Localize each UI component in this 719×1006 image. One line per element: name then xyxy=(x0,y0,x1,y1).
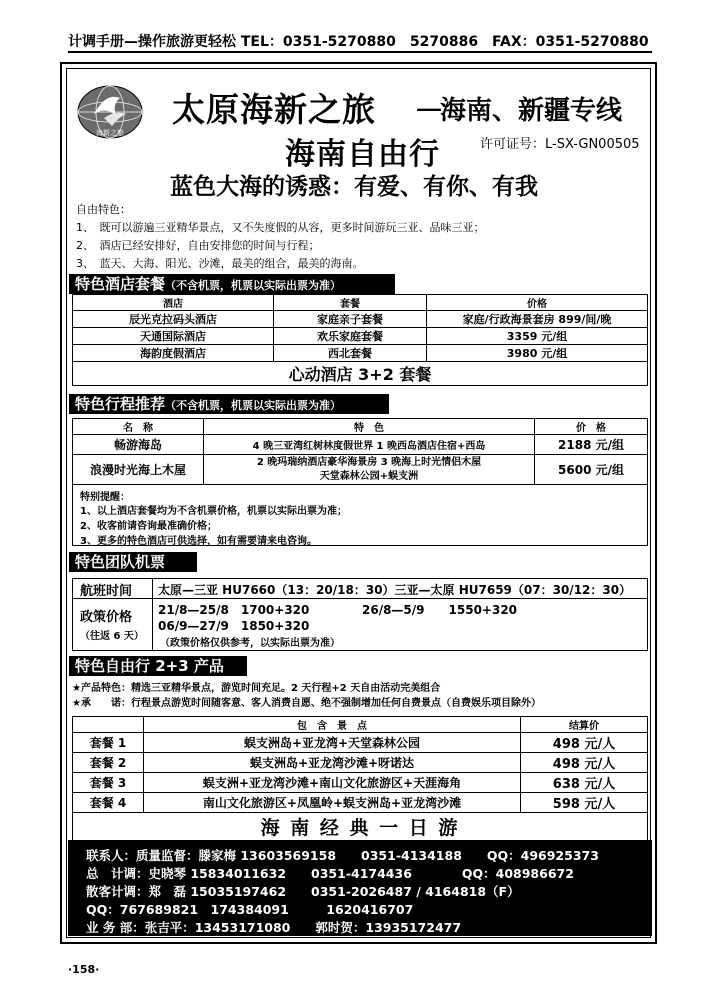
hotel-header-price: 价格 xyxy=(427,295,648,311)
brand-dash: － xyxy=(414,94,444,129)
itinerary-feature-line2: 天堂森林公园+蜈支洲 xyxy=(319,470,419,482)
page-number: ·158· xyxy=(68,963,100,976)
policy-price-label: 政策价格 xyxy=(80,610,133,625)
package-price: 598 元/人 xyxy=(521,793,648,813)
package-header-spots: 包 含 景 点 xyxy=(144,717,521,733)
hotel-section-note: （不含机票，机票以实际出票为准） xyxy=(165,279,342,292)
package-header-blank xyxy=(73,717,144,733)
itinerary-section-title: 特色行程推荐 xyxy=(75,395,166,413)
flight-section-bar xyxy=(69,552,197,572)
table-row xyxy=(73,311,648,328)
note-item: 1、以上酒店套餐均为不含机票价格，机票以实际出票为准； xyxy=(80,506,347,517)
package-price: 498 元/人 xyxy=(521,733,648,753)
hotel-header-package: 套餐 xyxy=(274,295,427,311)
package-spots: 蜈支洲+亚龙湾沙滩+南山文化旅游区+天涯海角 xyxy=(144,773,521,793)
itinerary-table xyxy=(72,418,648,485)
contact-line-chief: 总 计调：史晓琴 15834011632 0351-4174436 QQ：408986672 xyxy=(86,866,574,881)
contact-line-qq: QQ：767689821 174384091 1620416707 xyxy=(86,902,414,917)
contact-line-retail: 散客计调：郑 磊 15035197462 0351-2026487 / 4164818（F） xyxy=(86,884,520,899)
slogan: 蓝色大海的诱惑：有爱、有你、有我 xyxy=(170,174,538,200)
hotel-cell: 3980 元/组 xyxy=(427,345,648,362)
table-row xyxy=(73,345,648,362)
policy-price-sublabel: （往返 6 天） xyxy=(80,631,144,642)
package-header-price: 结算价 xyxy=(521,717,648,733)
package-name: 套餐 1 xyxy=(73,733,144,753)
package-spots: 蜈支洲岛+亚龙湾+天堂森林公园 xyxy=(144,733,521,753)
note-item: 3、更多的特色酒店可供选择，如有需要请来电咨询。 xyxy=(80,536,317,547)
package-spots: 蜈支洲岛+亚龙湾沙滩+呀诺达 xyxy=(144,753,521,773)
itinerary-price: 5600 元/组 xyxy=(535,455,648,485)
flight-section-title: 特色团队机票 xyxy=(75,553,166,571)
itinerary-price: 2188 元/组 xyxy=(535,435,648,455)
feature-item-3: 3、 蓝天、大海、阳光、沙滩，最美的组合，最美的海南。 xyxy=(76,257,364,270)
policy-price-note: （政策价格仅供参考，以实际出票为准） xyxy=(160,638,340,649)
package-name: 套餐 2 xyxy=(73,753,144,773)
hotel-footer: 心动酒店 3+2 套餐 xyxy=(73,362,648,386)
license-number: 许可证号：L-SX-GN00505 xyxy=(480,137,640,152)
hotel-cell: 天通国际酒店 xyxy=(73,328,274,345)
itinerary-name: 浪漫时光海上木屋 xyxy=(73,455,204,485)
itinerary-header-feature: 特 色 xyxy=(204,419,535,435)
itinerary-section-bar xyxy=(69,394,389,414)
table-row xyxy=(73,435,648,455)
hotel-table xyxy=(72,294,648,386)
brand-name: 太原海新之旅 xyxy=(172,90,376,129)
package-name: 套餐 4 xyxy=(73,793,144,813)
hotel-cell: 海韵度假酒店 xyxy=(73,345,274,362)
feature-item-2: 2、 酒店已经安排好，自由安排您的时间与行程； xyxy=(76,239,320,252)
feature-item-1: 1、 既可以游遍三亚精华景点，又不失度假的从容，更多时间游玩三亚、品味三亚； xyxy=(76,221,485,234)
table-row xyxy=(73,328,648,345)
package-spots: 南山文化旅游区+凤凰岭+蜈支洲岛+亚龙湾沙滩 xyxy=(144,793,521,813)
hotel-cell: 3359 元/组 xyxy=(427,328,648,345)
brand-subtitle: 海南、新疆专线 xyxy=(440,96,623,126)
package-feature-note: ★产品特色：精选三亚精华景点，游览时间充足。2 天行程+2 天自由活动完美组合 xyxy=(72,683,441,694)
notes-heading: 特别提醒： xyxy=(80,492,130,503)
contact-panel xyxy=(68,840,652,936)
package-section-title: 特色自由行 2+3 产品 xyxy=(75,657,224,675)
contact-line-business: 业 务 部：张吉平：13453171080 郭时贺：13935172477 xyxy=(86,920,462,935)
itinerary-section-note: （不含机票，机票以实际出票为准） xyxy=(165,399,342,412)
contact-line-quality: 联系人：质量监督：滕家梅 13603569158 0351-4134188 QQ：496925373 xyxy=(86,848,599,863)
table-row xyxy=(73,753,648,773)
agency-header-line: 计调手册—操作旅游更轻松 TEL：0351-5270880 5270886 FAX：0351-5270880 xyxy=(68,34,649,50)
itinerary-feature: 4 晚三亚湾红树林度假世界 1 晚西岛酒店住宿+西岛 xyxy=(204,435,535,455)
itinerary-header-price: 价 格 xyxy=(535,419,648,435)
hotel-cell: 西北套餐 xyxy=(274,345,427,362)
package-price: 638 元/人 xyxy=(521,773,648,793)
itinerary-header-name: 名 称 xyxy=(73,419,204,435)
logo-text: 海新之旅 xyxy=(96,129,124,137)
package-table xyxy=(72,716,648,841)
flight-divider-h xyxy=(72,598,648,599)
globe-logo-icon xyxy=(76,84,144,140)
flight-time-label: 航班时间 xyxy=(80,584,133,599)
table-row xyxy=(73,793,648,813)
hotel-cell: 辰光克拉码头酒店 xyxy=(73,311,274,328)
table-row xyxy=(73,773,648,793)
hotel-section-title: 特色酒店套餐 xyxy=(75,275,166,293)
table-row xyxy=(73,733,648,753)
policy-price-3: 06/9—27/9 1850+320 xyxy=(158,619,310,633)
itinerary-feature: 2 晚玛瑞纳酒店豪华海景房 3 晚海上时光情侣木屋 xyxy=(256,456,482,468)
package-section-bar xyxy=(69,656,247,676)
package-footer: 海 南 经 典 一 日 游 xyxy=(73,813,648,841)
header-divider xyxy=(68,51,652,53)
flight-time-value: 太原—三亚 HU7660（13：20/18：30）三亚—太原 HU7659（07：30/12：30） xyxy=(158,583,632,597)
package-promise-note: ★承 诺：行程景点游览时间随客意、客人消费自愿、绝不强制增加任何自费景点（自费娱乐项目除外） xyxy=(72,698,541,709)
table-row xyxy=(73,455,648,485)
flight-divider-v xyxy=(152,578,153,651)
package-price: 498 元/人 xyxy=(521,753,648,773)
hotel-header-hotel: 酒店 xyxy=(73,295,274,311)
hotel-cell: 欢乐家庭套餐 xyxy=(274,328,427,345)
policy-price-1: 21/8—25/8 1700+320 xyxy=(158,603,310,617)
hotel-cell: 家庭/行政海景套房 899/间/晚 xyxy=(427,311,648,328)
hotel-section-bar xyxy=(69,274,395,294)
product-title: 海南自由行 xyxy=(285,137,440,172)
package-name: 套餐 3 xyxy=(73,773,144,793)
note-item: 2、收客前请咨询最准确价格； xyxy=(80,521,217,532)
itinerary-name: 畅游海岛 xyxy=(73,435,204,455)
policy-price-2: 26/8—5/9 1550+320 xyxy=(362,603,518,617)
hotel-cell: 家庭亲子套餐 xyxy=(274,311,427,328)
features-heading: 自由特色： xyxy=(76,203,131,216)
